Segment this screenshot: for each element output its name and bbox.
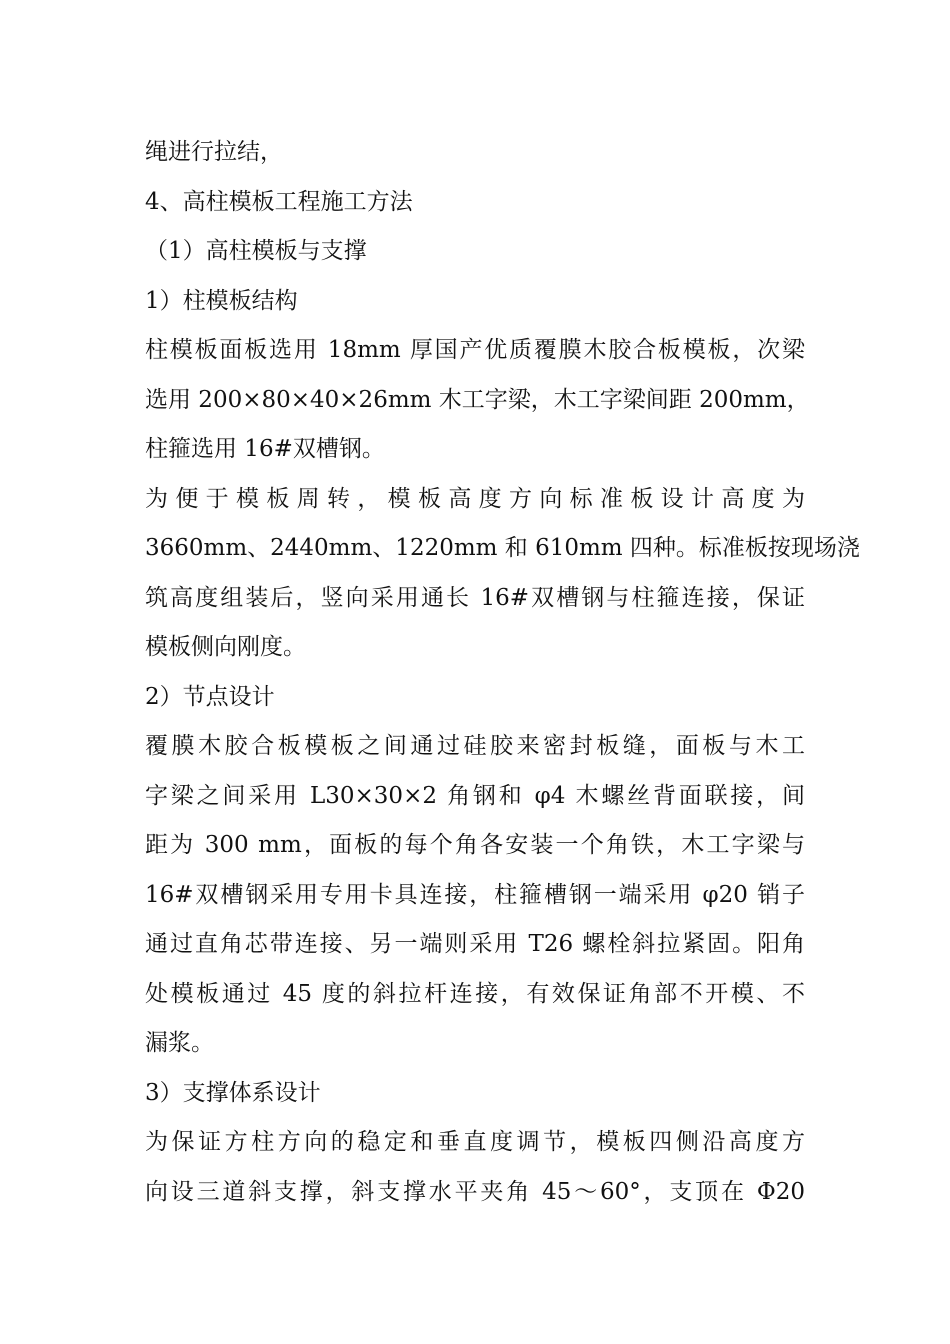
- paragraph-line: 处模板通过 45 度的斜拉杆连接，有效保证角部不开模、不: [145, 980, 805, 1007]
- paragraph-line: 筑高度组装后，竖向采用通长 16#双槽钢与柱箍连接，保证: [145, 584, 805, 611]
- section-heading: 4、高柱模板工程施工方法: [145, 188, 413, 215]
- paragraph-line: 字梁之间采用 L30×30×2 角钢和 φ4 木螺丝背面联接，间: [145, 782, 805, 809]
- subsection-heading: （1）高柱模板与支撑: [145, 238, 367, 264]
- item-heading: 1）柱模板结构: [145, 287, 298, 314]
- item-heading: 3）支撑体系设计: [145, 1079, 321, 1106]
- paragraph-line: 3660mm、2440mm、1220mm 和 610mm 四种。标准板按现场浇: [145, 535, 860, 561]
- paragraph-line: 通过直角芯带连接、另一端则采用 T26 螺栓斜拉紧固。阳角: [145, 931, 805, 957]
- paragraph-line: 16#双槽钢采用专用卡具连接，柱箍槽钢一端采用 φ20 销子: [145, 881, 805, 908]
- paragraph-line: 距为 300 mm，面板的每个角各安装一个角铁，木工字梁与: [145, 832, 805, 858]
- paragraph-line: 为保证方柱方向的稳定和垂直度调节，模板四侧沿高度方: [145, 1129, 805, 1155]
- document-page: [145, 128, 860, 1217]
- paragraph-line: 柱模板面板选用 18mm 厚国产优质覆膜木胶合板模板，次梁: [145, 337, 805, 363]
- item-heading: 2）节点设计: [145, 683, 275, 710]
- text-line: 绳进行拉结，: [145, 139, 283, 165]
- paragraph-line: 漏浆。: [145, 1030, 214, 1056]
- paragraph-line: 选用 200×80×40×26mm 木工字梁，木工字梁间距 200mm，: [145, 386, 810, 413]
- paragraph-line: 为便于模板周转，模板高度方向标准板设计高度为: [145, 485, 805, 512]
- paragraph-line: 模板侧向刚度。: [145, 634, 306, 660]
- paragraph-line: 向设三道斜支撑，斜支撑水平夹角 45～60°，支顶在 Φ20: [145, 1178, 805, 1205]
- paragraph-line: 覆膜木胶合板模板之间通过硅胶来密封板缝，面板与木工: [145, 733, 805, 759]
- paragraph-line: 柱箍选用 16#双槽钢。: [145, 436, 385, 462]
